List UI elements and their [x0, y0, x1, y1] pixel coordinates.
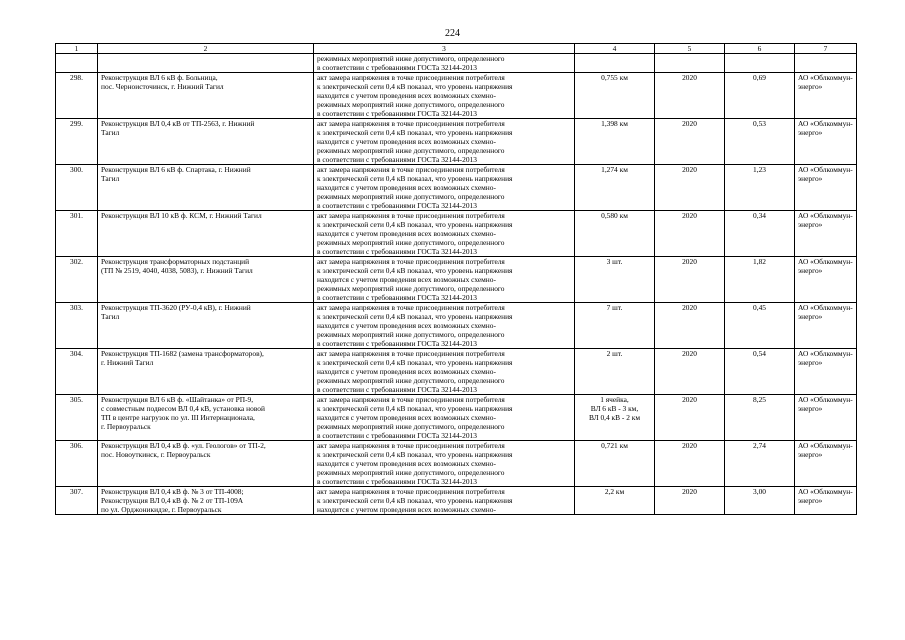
- cell-name: [98, 165, 314, 211]
- text-line: (ТП № 2519, 4040, 4038, 5083), г. Нижний Тагил: [101, 266, 253, 275]
- text-line: в соответствии с требованиями ГОСТа 32144-2013: [317, 293, 477, 302]
- text-line: Реконструкция ВЛ 0,4 кВ ф. № 3 от ТП-4008;: [101, 487, 244, 496]
- table-body: [56, 54, 857, 515]
- cell-num: 306.: [56, 441, 98, 487]
- text-line: АО «Облкоммун-: [798, 349, 853, 358]
- cell-volume: [575, 119, 655, 165]
- header-cell: 6: [725, 44, 795, 54]
- table-row: [56, 211, 857, 257]
- text-line: Реконструкция ВЛ 0,4 кВ ф. № 2 от ТП-109А: [101, 496, 244, 505]
- cell-num: 307.: [56, 487, 98, 515]
- text-line: режимных мероприятий ниже допустимого, определенного: [317, 468, 505, 477]
- text-line: Реконструкция ТП-3620 (РУ-0,4 кВ), г. Нижний: [101, 303, 251, 312]
- text-line: Реконструкция ВЛ 0,4 кВ от ТП-2563, г. Нижний: [101, 119, 255, 128]
- cell-org: [795, 349, 857, 395]
- cell-cost: 0,54: [725, 349, 795, 395]
- cell-year: 2020: [655, 395, 725, 441]
- text-line: Реконструкция ТП-1682 (замена трансформаторов),: [101, 349, 264, 358]
- cell-reason: [314, 73, 575, 119]
- text-line: пос. Черноисточинск, г. Нижний Тагил: [101, 82, 224, 91]
- text-line: в соответствии с требованиями ГОСТа 32144-2013: [317, 477, 477, 486]
- cell-org: [795, 165, 857, 211]
- text-line: энерго»: [798, 358, 823, 367]
- text-line: к электрической сети 0,4 кВ показал, что уровень напряжения: [317, 266, 513, 275]
- text-line: 0,721 км: [601, 441, 628, 450]
- cell-cost: 1,23: [725, 165, 795, 211]
- text-line: энерго»: [798, 496, 823, 505]
- cell-num: 304.: [56, 349, 98, 395]
- cell-num: 298.: [56, 73, 98, 119]
- cell-volume: [575, 211, 655, 257]
- cell-reason: [314, 257, 575, 303]
- cell-cost: 8,25: [725, 395, 795, 441]
- text-line: находится с учетом проведения всех возможных схемно-: [317, 91, 496, 100]
- cell-num: 299.: [56, 119, 98, 165]
- text-line: находится с учетом проведения всех возможных схемно-: [317, 367, 496, 376]
- text-line: 2 шт.: [606, 349, 623, 358]
- cell-name: [98, 73, 314, 119]
- text-line: энерго»: [798, 174, 823, 183]
- cell-reason: [314, 349, 575, 395]
- text-line: находится с учетом проведения всех возможных схемно-: [317, 275, 496, 284]
- header-cell: 4: [575, 44, 655, 54]
- text-line: АО «Облкоммун-: [798, 303, 853, 312]
- cell-org: [795, 119, 857, 165]
- text-line: режимных мероприятий ниже допустимого, определенного: [317, 376, 505, 385]
- text-line: режимных мероприятий ниже допустимого, определенного: [317, 100, 505, 109]
- cell-volume: [575, 257, 655, 303]
- text-line: Реконструкция трансформаторных подстанций: [101, 257, 250, 266]
- text-line: режимных мероприятий ниже допустимого, определенного: [317, 238, 505, 247]
- cell-reason: [314, 165, 575, 211]
- text-line: 1,398 км: [601, 119, 628, 128]
- text-line: режимных мероприятий ниже допустимого, определенного: [317, 192, 505, 201]
- cell-reason: [314, 211, 575, 257]
- cell-year: 2020: [655, 73, 725, 119]
- text-line: акт замера напряжения в точке присоединения потребителя: [317, 303, 505, 312]
- text-line: АО «Облкоммун-: [798, 73, 853, 82]
- text-line: АО «Облкоммун-: [798, 257, 853, 266]
- cell-year: 2020: [655, 165, 725, 211]
- table-row: [56, 395, 857, 441]
- text-line: акт замера напряжения в точке присоединения потребителя: [317, 73, 505, 82]
- continuation-row: [56, 54, 857, 73]
- text-line: к электрической сети 0,4 кВ показал, что уровень напряжения: [317, 312, 513, 321]
- cell-org: [795, 257, 857, 303]
- text-line: в соответствии с требованиями ГОСТа 32144-2013: [317, 201, 477, 210]
- table-row: [56, 303, 857, 349]
- text-line: находится с учетом проведения всех возможных схемно-: [317, 137, 496, 146]
- text-line: с совместным подвесом ВЛ 0,4 кВ, установка новой: [101, 404, 265, 413]
- text-line: 7 шт.: [606, 303, 623, 312]
- cell-year: 2020: [655, 119, 725, 165]
- table-row: [56, 119, 857, 165]
- text-line: в соответствии с требованиями ГОСТа 32144-2013: [317, 385, 477, 394]
- cell-org: [795, 487, 857, 515]
- text-line: к электрической сети 0,4 кВ показал, что уровень напряжения: [317, 496, 513, 505]
- cell-name: [98, 211, 314, 257]
- text-line: режимных мероприятий ниже допустимого, определенного: [317, 422, 505, 431]
- text-line: акт замера напряжения в точке присоединения потребителя: [317, 441, 505, 450]
- text-line: Реконструкция ВЛ 10 кВ ф. КСМ, г. Нижний Тагил: [101, 211, 262, 220]
- text-line: к электрической сети 0,4 кВ показал, что уровень напряжения: [317, 404, 513, 413]
- text-line: режимных мероприятий ниже допустимого, определенного: [317, 284, 505, 293]
- header-cell: 1: [56, 44, 98, 54]
- text-line: режимных мероприятий ниже допустимого, определенного: [317, 54, 505, 63]
- header-cell: 3: [314, 44, 575, 54]
- text-line: г. Нижний Тагил: [101, 358, 154, 367]
- text-line: энерго»: [798, 450, 823, 459]
- text-line: АО «Облкоммун-: [798, 441, 853, 450]
- cell-name: [98, 54, 314, 73]
- cell-year: 2020: [655, 303, 725, 349]
- cell-num: [56, 54, 98, 73]
- table-row: [56, 441, 857, 487]
- cell-year: 2020: [655, 487, 725, 515]
- projects-table: [55, 43, 857, 515]
- text-line: 1,274 км: [601, 165, 628, 174]
- text-line: к электрической сети 0,4 кВ показал, что уровень напряжения: [317, 358, 513, 367]
- text-line: г. Первоуральск: [101, 422, 151, 431]
- header-cell: 2: [98, 44, 314, 54]
- cell-cost: 0,53: [725, 119, 795, 165]
- cell-volume: [575, 54, 655, 73]
- text-line: в соответствии с требованиями ГОСТа 32144-2013: [317, 247, 477, 256]
- text-line: Реконструкция ВЛ 6 кВ ф. Больница,: [101, 73, 218, 82]
- text-line: к электрической сети 0,4 кВ показал, что уровень напряжения: [317, 82, 513, 91]
- text-line: ВЛ 6 кВ - 3 км,: [590, 404, 639, 413]
- text-line: к электрической сети 0,4 кВ показал, что уровень напряжения: [317, 450, 513, 459]
- cell-name: [98, 303, 314, 349]
- cell-cost: 1,82: [725, 257, 795, 303]
- text-line: АО «Облкоммун-: [798, 395, 853, 404]
- text-line: к электрической сети 0,4 кВ показал, что уровень напряжения: [317, 128, 513, 137]
- text-line: в соответствии с требованиями ГОСТа 32144-2013: [317, 63, 477, 72]
- cell-reason: [314, 441, 575, 487]
- cell-org: [795, 441, 857, 487]
- cell-name: [98, 395, 314, 441]
- header-cell: 7: [795, 44, 857, 54]
- text-line: энерго»: [798, 128, 823, 137]
- text-line: ВЛ 0,4 кВ - 2 км: [588, 413, 641, 422]
- text-line: акт замера напряжения в точке присоединения потребителя: [317, 395, 505, 404]
- cell-volume: [575, 349, 655, 395]
- text-line: пос. Новоуткинск, г. Первоуральск: [101, 450, 211, 459]
- cell-num: 300.: [56, 165, 98, 211]
- text-line: ТП в центре нагрузок по ул. III Интернационала,: [101, 413, 255, 422]
- cell-name: [98, 119, 314, 165]
- cell-num: 303.: [56, 303, 98, 349]
- cell-cost: 0,45: [725, 303, 795, 349]
- cell-reason: [314, 119, 575, 165]
- cell-org: [795, 395, 857, 441]
- cell-cost: 0,69: [725, 73, 795, 119]
- cell-reason: [314, 303, 575, 349]
- cell-reason: [314, 395, 575, 441]
- cell-org: [795, 54, 857, 73]
- text-line: Тагил: [101, 312, 120, 321]
- cell-num: 305.: [56, 395, 98, 441]
- text-line: находится с учетом проведения всех возможных схемно-: [317, 183, 496, 192]
- text-line: находится с учетом проведения всех возможных схемно-: [317, 321, 496, 330]
- page-number: 224: [445, 28, 460, 39]
- text-line: находится с учетом проведения всех возможных схемно-: [317, 459, 496, 468]
- text-line: АО «Облкоммун-: [798, 487, 853, 496]
- cell-cost: 3,00: [725, 487, 795, 515]
- cell-volume: [575, 73, 655, 119]
- text-line: находится с учетом проведения всех возможных схемно-: [317, 229, 496, 238]
- text-line: энерго»: [798, 220, 823, 229]
- text-line: акт замера напряжения в точке присоединения потребителя: [317, 211, 505, 220]
- header-row: [56, 44, 857, 54]
- text-line: в соответствии с требованиями ГОСТа 32144-2013: [317, 339, 477, 348]
- table-row: [56, 73, 857, 119]
- text-line: к электрической сети 0,4 кВ показал, что уровень напряжения: [317, 174, 513, 183]
- header-cell: 5: [655, 44, 725, 54]
- text-line: 0,755 км: [601, 73, 628, 82]
- text-line: акт замера напряжения в точке присоединения потребителя: [317, 257, 505, 266]
- table-row: [56, 257, 857, 303]
- cell-num: 302.: [56, 257, 98, 303]
- text-line: энерго»: [798, 266, 823, 275]
- cell-name: [98, 349, 314, 395]
- cell-cost: 0,34: [725, 211, 795, 257]
- text-line: АО «Облкоммун-: [798, 119, 853, 128]
- text-line: режимных мероприятий ниже допустимого, определенного: [317, 330, 505, 339]
- cell-name: [98, 441, 314, 487]
- text-line: 0,580 км: [601, 211, 628, 220]
- text-line: Реконструкция ВЛ 6 кВ ф. Спартака, г. Нижний: [101, 165, 251, 174]
- text-line: акт замера напряжения в точке присоединения потребителя: [317, 165, 505, 174]
- cell-year: [655, 54, 725, 73]
- table-row: [56, 165, 857, 211]
- text-line: к электрической сети 0,4 кВ показал, что уровень напряжения: [317, 220, 513, 229]
- text-line: энерго»: [798, 404, 823, 413]
- cell-cost: [725, 54, 795, 73]
- cell-reason: [314, 487, 575, 515]
- cell-volume: [575, 165, 655, 211]
- text-line: Реконструкция ВЛ 0,4 кВ ф. «ул. Геологов» от ТП-2,: [101, 441, 266, 450]
- text-line: акт замера напряжения в точке присоединения потребителя: [317, 487, 505, 496]
- text-line: по ул. Орджоникидзе, г. Первоуральск: [101, 505, 222, 514]
- cell-org: [795, 211, 857, 257]
- text-line: Реконструкция ВЛ 6 кВ ф. «Шайтанка» от РП-9,: [101, 395, 254, 404]
- cell-volume: [575, 303, 655, 349]
- cell-org: [795, 303, 857, 349]
- cell-name: [98, 487, 314, 515]
- text-line: находится с учетом проведения всех возможных схемно-: [317, 413, 496, 422]
- text-line: акт замера напряжения в точке присоединения потребителя: [317, 349, 505, 358]
- cell-num: 301.: [56, 211, 98, 257]
- cell-year: 2020: [655, 257, 725, 303]
- cell-name: [98, 257, 314, 303]
- cell-cost: 2,74: [725, 441, 795, 487]
- text-line: в соответствии с требованиями ГОСТа 32144-2013: [317, 431, 477, 440]
- text-line: 2,2 км: [604, 487, 625, 496]
- text-line: энерго»: [798, 312, 823, 321]
- cell-org: [795, 73, 857, 119]
- text-line: АО «Облкоммун-: [798, 211, 853, 220]
- table-row: [56, 487, 857, 515]
- text-line: в соответствии с требованиями ГОСТа 32144-2013: [317, 109, 477, 118]
- text-line: Тагил: [101, 128, 120, 137]
- cell-year: 2020: [655, 211, 725, 257]
- cell-volume: [575, 395, 655, 441]
- text-line: режимных мероприятий ниже допустимого, определенного: [317, 146, 505, 155]
- cell-volume: [575, 487, 655, 515]
- cell-year: 2020: [655, 441, 725, 487]
- text-line: Тагил: [101, 174, 120, 183]
- cell-reason: [314, 54, 575, 73]
- text-line: энерго»: [798, 82, 823, 91]
- table-row: [56, 349, 857, 395]
- text-line: АО «Облкоммун-: [798, 165, 853, 174]
- text-line: 3 шт.: [606, 257, 623, 266]
- text-line: 1 ячейка,: [600, 395, 629, 404]
- cell-volume: [575, 441, 655, 487]
- cell-year: 2020: [655, 349, 725, 395]
- text-line: акт замера напряжения в точке присоединения потребителя: [317, 119, 505, 128]
- text-line: в соответствии с требованиями ГОСТа 32144-2013: [317, 155, 477, 164]
- text-line: находится с учетом проведения всех возможных схемно-: [317, 505, 496, 514]
